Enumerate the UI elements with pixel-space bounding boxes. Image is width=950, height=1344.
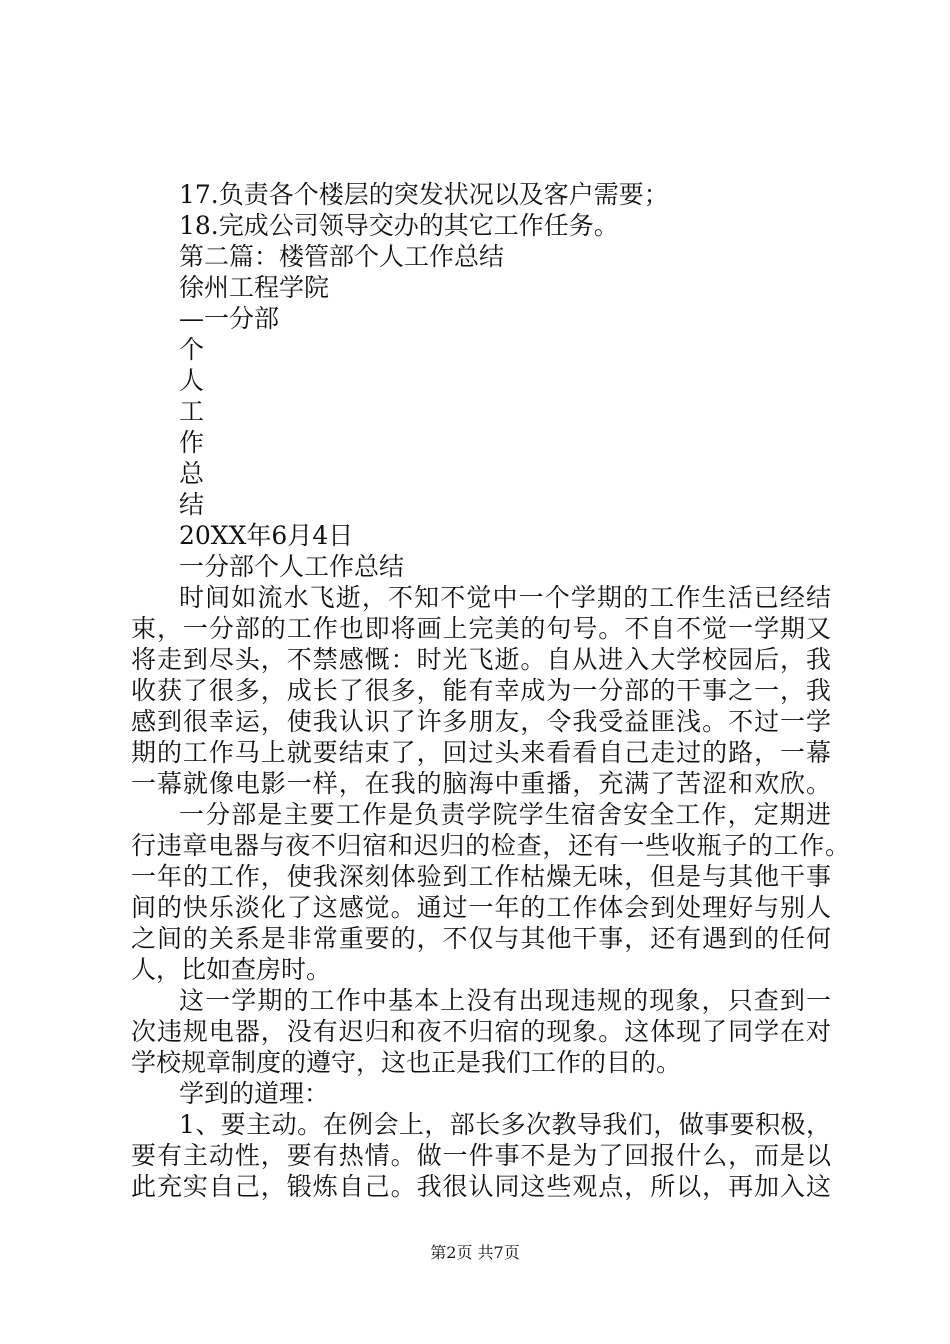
document-date: 20XX年6月4日 [179,521,354,550]
paragraph-line: 将走到尽头，不禁感慨：时光飞逝。自从进入大学校园后，我 [131,645,831,674]
paragraph-line: 间的快乐淡化了这感觉。通过一年的工作体会到处理好与别人 [131,893,831,922]
paragraph-line: 期的工作马上就要结束了，回过头来看看自己走过的路，一幕 [131,738,831,767]
paragraph-line: 收获了很多，成长了很多，能有幸成为一分部的干事之一，我 [131,676,831,705]
subheading: 学到的道理： [179,1079,330,1108]
paragraph-line: 一幕就像电影一样，在我的脑海中重播，充满了苦涩和欢欣。 [131,769,831,798]
paragraph-line: 一年的工作，使我深刻体验到工作枯燥无味，但是与其他干事 [131,862,831,891]
section-heading: 第二篇：楼管部个人工作总结 [179,242,505,271]
paragraph-line: 要有主动性，要有热情。做一件事不是为了回报什么，而是以 [131,1141,831,1170]
paragraph-line: 感到很幸运，使我认识了许多朋友，令我受益匪浅。不过一学 [131,707,831,736]
paragraph-line: 行违章电器与夜不归宿和迟归的检查，还有一些收瓶子的工作。 [131,831,850,860]
vertical-title-char: 工 [179,397,205,426]
department-name: —一分部 [179,304,280,333]
paragraph-line: 此充实自己，锻炼自己。我很认同这些观点，所以，再加入这 [131,1172,831,1201]
vertical-title-char: 个 [179,335,205,364]
list-item-18: 18.完成公司领导交办的其它工作任务。 [179,211,619,240]
paragraph-line: 人，比如查房时。 [131,955,332,984]
page-number-footer: 第2页 共7页 [430,1243,520,1262]
paragraph-line: 这一学期的工作中基本上没有出现违规的现象，只查到一 [179,986,831,1015]
paragraph-line: 之间的关系是非常重要的，不仅与其他干事，还有遇到的任何 [131,924,831,953]
list-item-17: 17.负责各个楼层的突发状况以及客户需要； [179,180,669,209]
paragraph-line: 学校规章制度的遵守，这也正是我们工作的目的。 [131,1048,682,1077]
paragraph-line: 次违规电器，没有迟归和夜不归宿的现象。这体现了同学在对 [131,1017,831,1046]
paragraph-line: 时间如流水飞逝，不知不觉中一个学期的工作生活已经结 [179,583,831,612]
vertical-title-char: 总 [179,459,205,488]
school-name: 徐州工程学院 [179,273,330,302]
report-title: 一分部个人工作总结 [179,552,405,581]
paragraph-line: 一分部是主要工作是负责学院学生宿舍安全工作，定期进 [179,800,831,829]
paragraph-line: 束，一分部的工作也即将画上完美的句号。不自不觉一学期又 [131,614,831,643]
vertical-title-char: 作 [179,428,205,457]
vertical-title-char: 人 [179,366,205,395]
paragraph-line: 1、要主动。在例会上，部长多次教导我们，做事要积极， [179,1110,831,1139]
vertical-title-char: 结 [179,490,205,519]
